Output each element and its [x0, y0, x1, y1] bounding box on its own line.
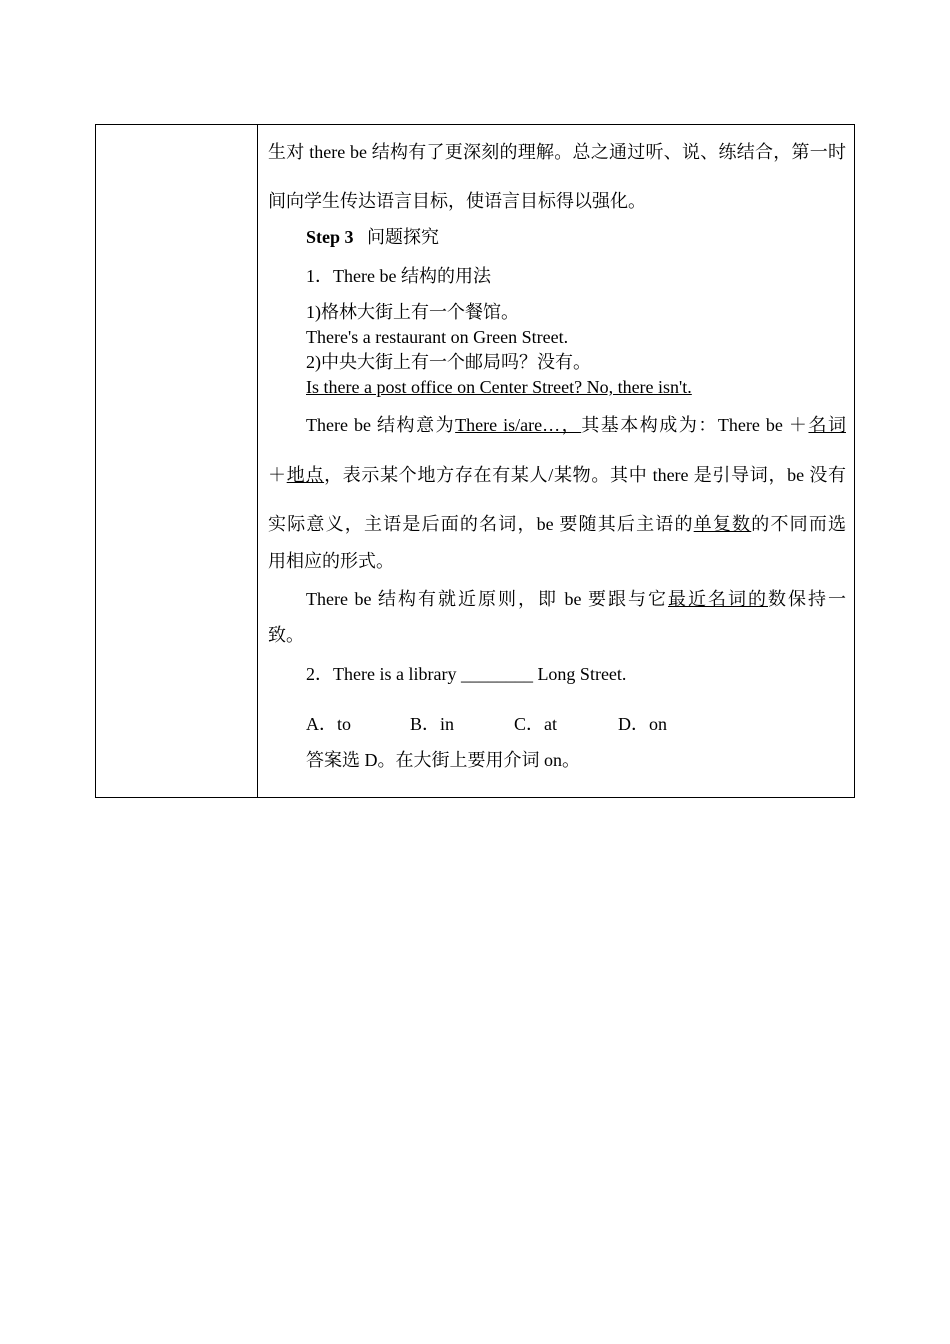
para1-line-3: [268, 512, 846, 536]
para2-line-1: [306, 587, 846, 611]
para2-text-a: There be 结构有就近原则，即 be 要跟与它: [306, 589, 668, 609]
para1-text-c: 其基本构成为：There be ＋: [581, 415, 809, 435]
example-1-english: There's a restaurant on Green Street.: [306, 327, 569, 347]
option-b: B．in: [410, 714, 455, 734]
para1-text-j: 的不同而选: [751, 514, 847, 534]
answer-explanation: 答案选 D。在大街上要用介词 on。: [306, 750, 580, 770]
step-label: Step 3: [306, 227, 354, 247]
para1-text-i: 单复数: [693, 514, 752, 534]
para1-text-a: There be 结构意为: [306, 415, 456, 435]
intro-line-1: 生对 there be 结构有了更深刻的理解。总之通过听、说、练结合，第一时: [268, 142, 846, 162]
option-c: C．at: [514, 714, 557, 734]
example-2-english: Is there a post office on Center Street? No, there isn't.: [306, 377, 692, 397]
step-heading: [306, 225, 846, 249]
para1-text-f: 地点: [286, 465, 325, 485]
para1-line-4: 用相应的形式。: [268, 551, 394, 571]
para2-text-c: 数保持一: [768, 589, 847, 609]
lesson-table: [95, 124, 855, 798]
table-right-column: [258, 125, 854, 797]
para1-text-e: ＋: [268, 465, 287, 485]
example-1-chinese: 1)格林大街上有一个餐馆。: [306, 302, 519, 322]
step-title: 问题探究: [367, 227, 440, 247]
para1-line-1: [306, 413, 846, 437]
para2-text-b: 最近名词的: [667, 589, 768, 609]
table-left-column: [96, 125, 258, 797]
item-1-title: 1．There be 结构的用法: [306, 266, 491, 286]
intro-line-2: 间向学生传达语言目标，使语言目标得以强化。: [268, 191, 646, 211]
para2-line-2: 致。: [268, 625, 304, 645]
para1-text-h: 实际意义，主语是后面的名词，be 要随其后主语的: [268, 514, 694, 534]
para1-text-b: There is/are…，: [455, 415, 582, 435]
para1-text-g: ，表示某个地方存在有某人/某物。其中 there 是引导词，be 没有: [324, 465, 847, 485]
para1-text-d: 名词: [808, 415, 846, 435]
para1-line-2: [268, 463, 846, 487]
option-d: D．on: [618, 714, 667, 734]
question-stem: 2．There is a library ________ Long Street.: [306, 664, 627, 684]
example-2-chinese: 2)中央大街上有一个邮局吗？没有。: [306, 352, 591, 372]
option-a: A．to: [306, 714, 351, 734]
